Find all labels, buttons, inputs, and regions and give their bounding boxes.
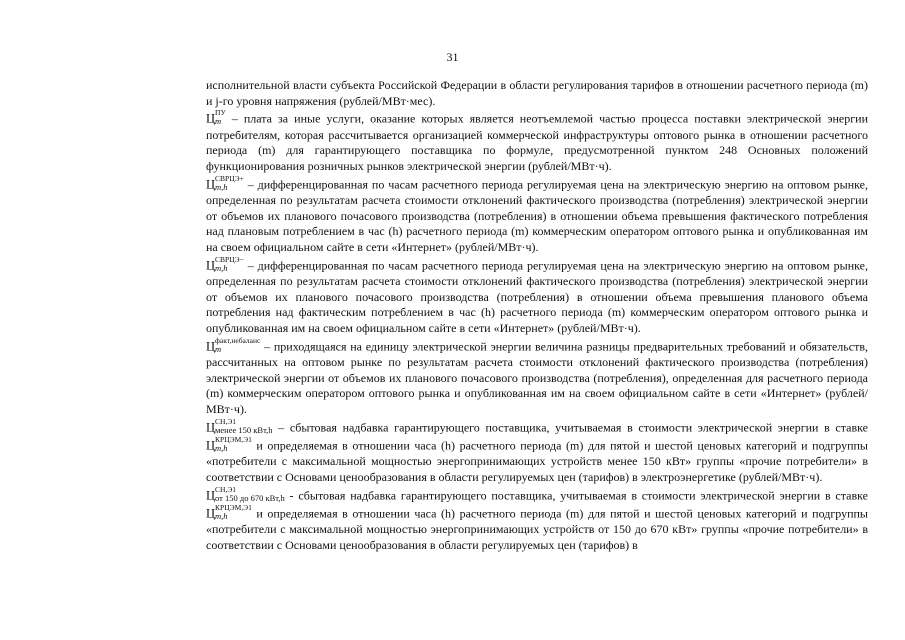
definition-text: – плата за иные услуги, оказание которых является неотъемлемой частью процесса поставки электрической энергии потребителям, которая рассчитывается организацией коммерческой инфраструктуры оптового рынка в отношении расчетного периода (m) для гарантирующего поставщика по формуле, предусмотренной пунктом 248 Основных положений функционирования розничных рынков электрической энергии (рублей/МВт·ч).: [206, 111, 868, 174]
definition-sn-e1-under-150: [206, 418, 868, 486]
formula-symbol: Ц СВРЦЭ− m,h: [206, 254, 244, 273]
intro-paragraph: исполнительной власти субъекта Российской Федерации в области регулирования тарифов в отношении расчетного периода (m) и j-го уровня напряжения (рублей/МВт·мес).: [206, 78, 868, 108]
formula-symbol: Ц СН,Э1 от 150 до 670 кВт,h: [206, 484, 285, 503]
definition-text: – сбытовая надбавка гарантирующего поставщика, учитываемая в стоимости электрической энергии в ставке: [272, 420, 868, 435]
definition-sn-e1-150-670: [206, 486, 868, 554]
formula-symbol: Ц СВРЦЭ+ m,h: [206, 173, 244, 192]
formula-symbol-inline: Ц КРЦЭМ,Э1 m,h: [206, 434, 252, 453]
definition-text-continued: и определяемая в отношении часа (h) расчетного периода (m) для пятой и шестой ценовых категорий и подгруппы «потребители с максимальной мощностью энергопринимающих устройств от 150 до 670 кВт» группы «прочие потребители» в соответствии с Основами ценообразования в области регулируемых цен (тарифов) в: [206, 506, 868, 552]
definition-fakt-nebalans: [206, 337, 868, 418]
definition-text: – приходящаяся на единицу электрической энергии величина разницы предварительных требований и обязательств, рассчитанных на оптовом рынке по результатам расчета стоимости отклонений фактического производства (потребления) электрической энергии от объемов их планового почасового производства (потребления), определенная для расчетного периода (m) коммерческим оператором оптового рынка и опубликованная им на своем официальном сайте в сети «Интернет» (рублей/МВт·ч).: [206, 339, 868, 417]
page-number: 31: [446, 50, 459, 64]
formula-symbol: Ц ПУ m: [206, 108, 226, 127]
formula-symbol-inline: Ц КРЦЭМ,Э1 m,h: [206, 502, 252, 521]
definition-pu: [206, 109, 868, 174]
definition-svrce-plus: [206, 175, 868, 256]
formula-symbol: Ц СН,Э1 менее 150 кВт,h: [206, 416, 273, 435]
definition-svrce-minus: [206, 256, 868, 337]
definition-text: – дифференцированная по часам расчетного периода регулируемая цена на электрическую энергию на оптовом рынке, определенная по результатам расчета стоимости отклонений фактического производства (потребления) электрической энергии от объемов их планового почасового производства (потребления) в отношении объема превышения планового объема потребления над фактическим потреблением в час (h) расчетного периода (m) коммерческим оператором оптового рынка и опубликованная им на своем официальном сайте в сети «Интернет» (рублей/МВт·ч).: [206, 258, 868, 336]
definition-text: – дифференцированная по часам расчетного периода регулируемая цена на электрическую энергию на оптовом рынке, определенная по результатам расчета стоимости отклонений фактического производства (потребления) электрической энергии от объемов их планового почасового производства (потребления) в отношении объема превышения фактического потребления над плановым потреблением в час (h) расчетного периода (m) коммерческим оператором оптового рынка и опубликованная им на своем официальном сайте в сети «Интернет» (рублей/МВт·ч).: [206, 177, 868, 255]
document-body: [206, 78, 868, 553]
formula-symbol: Ц факт,небаланс m: [206, 335, 261, 354]
definition-text-continued: и определяемая в отношении часа (h) расчетного периода (m) для пятой и шестой ценовых категорий и подгруппы «потребители с максимальной мощностью энергопринимающих устройств менее 150 кВт» группы «прочие потребители» в соответствии с Основами ценообразования в области регулируемых цен (тарифов) в электроэнергетике (рублей/МВт·ч).: [206, 438, 868, 484]
definition-text: - сбытовая надбавка гарантирующего поставщика, учитываемая в стоимости электрической энергии в ставке: [284, 488, 868, 503]
